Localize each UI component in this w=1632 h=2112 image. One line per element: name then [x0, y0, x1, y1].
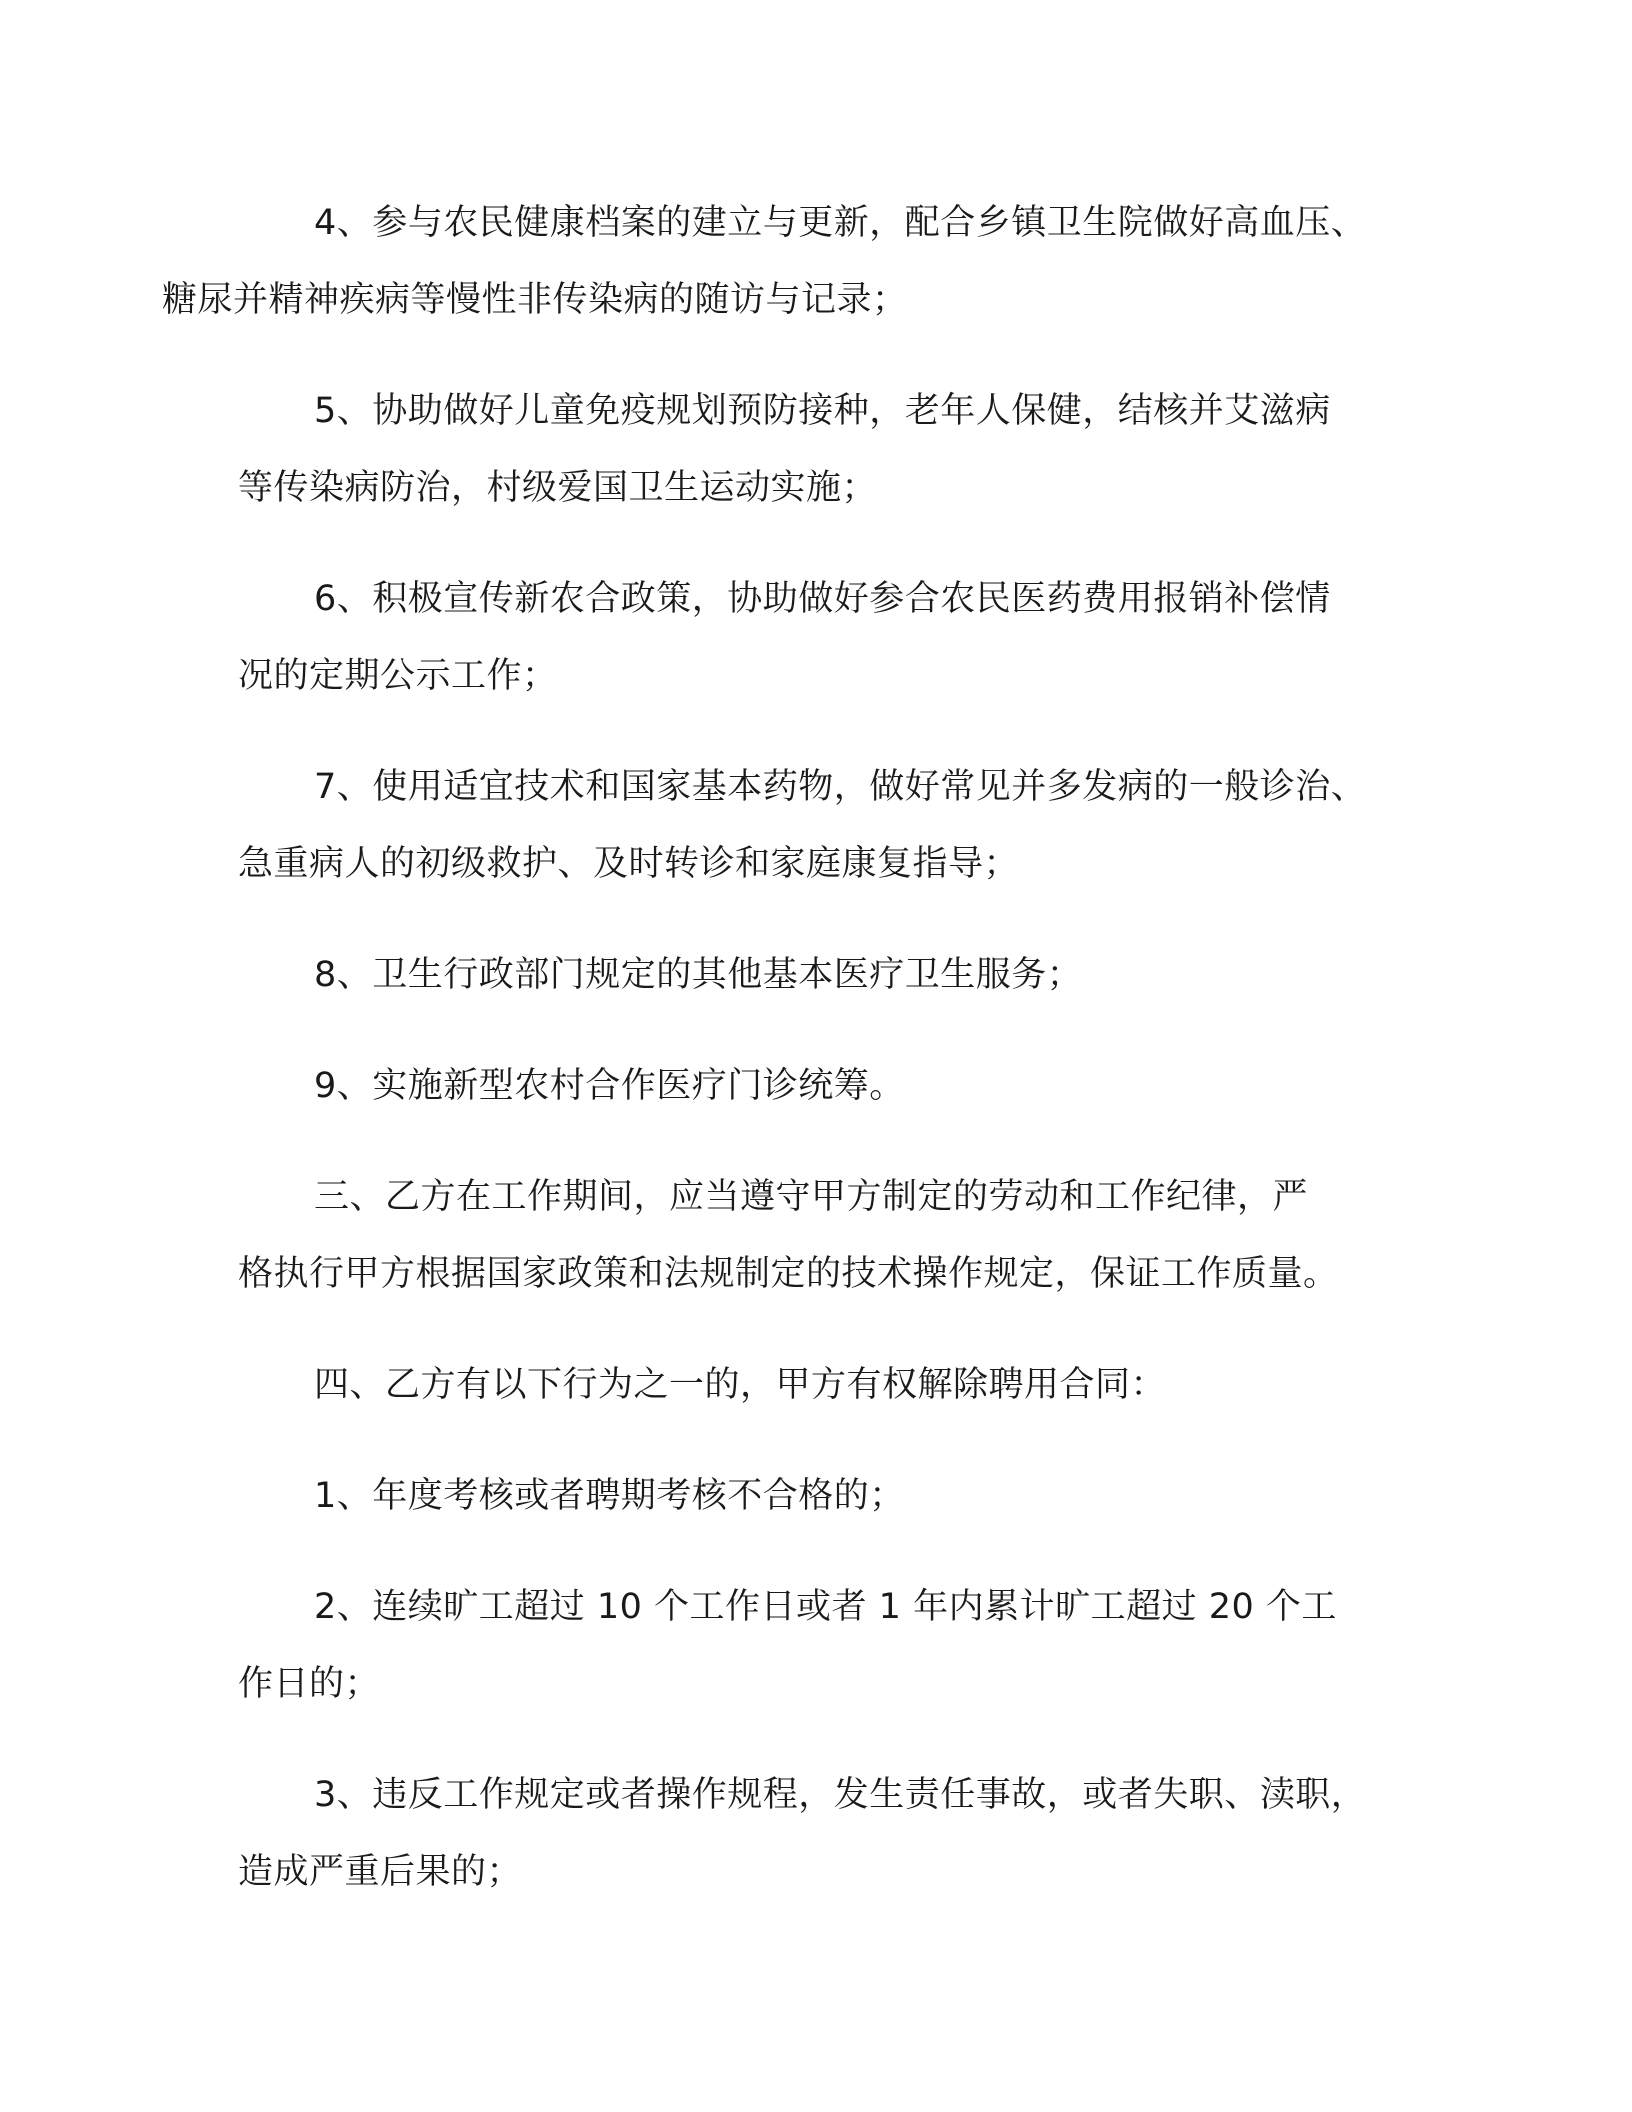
text-line: 1、年度考核或者聘期考核不合格的； — [314, 1476, 905, 1516]
text-line: 5、协助做好儿童免疫规划预防接种，老年人保健，结核并艾滋病 — [314, 391, 1331, 431]
paragraph-subitem-2 — [238, 1569, 1388, 1723]
paragraph-item-7 — [238, 749, 1388, 903]
paragraph-item-6 — [238, 561, 1388, 715]
text-line: 8、卫生行政部门规定的其他基本医疗卫生服务； — [314, 955, 1083, 995]
paragraph-clause-3 — [238, 1159, 1388, 1313]
text-line: 急重病人的初级救护、及时转诊和家庭康复指导； — [238, 844, 1020, 884]
text-line: 况的定期公示工作； — [238, 656, 558, 696]
document-body — [162, 185, 1388, 1945]
text-line: 7、使用适宜技术和国家基本药物，做好常见并多发病的一般诊治、 — [314, 767, 1367, 807]
text-line: 3、违反工作规定或者操作规程，发生责任事故，或者失职、渎职， — [314, 1775, 1367, 1815]
text-line: 2、连续旷工超过 10 个工作日或者 1 年内累计旷工超过 20 个工 — [314, 1587, 1337, 1627]
paragraph-item-4 — [162, 185, 1388, 339]
text-line: 四、乙方有以下行为之一的，甲方有权解除聘用合同： — [314, 1365, 1167, 1405]
text-line: 造成严重后果的； — [238, 1852, 523, 1892]
paragraph-item-9 — [238, 1048, 1388, 1125]
text-line: 4、参与农民健康档案的建立与更新，配合乡镇卫生院做好高血压、 — [314, 203, 1367, 243]
paragraph-subitem-1 — [238, 1458, 1388, 1535]
text-line: 等传染病防治，村级爱国卫生运动实施； — [238, 468, 878, 508]
paragraph-subitem-3 — [238, 1757, 1388, 1911]
paragraph-clause-4 — [238, 1347, 1388, 1424]
text-line: 作日的； — [238, 1664, 381, 1704]
text-line: 9、实施新型农村合作医疗门诊统筹。 — [314, 1066, 905, 1106]
text-line: 6、积极宣传新农合政策，协助做好参合农民医药费用报销补偿情 — [314, 579, 1331, 619]
paragraph-item-8 — [238, 937, 1388, 1014]
text-line: 糖尿并精神疾病等慢性非传染病的随访与记录； — [162, 280, 908, 320]
text-line: 三、乙方在工作期间，应当遵守甲方制定的劳动和工作纪律，严 — [314, 1177, 1309, 1217]
text-line: 格执行甲方根据国家政策和法规制定的技术操作规定，保证工作质量。 — [238, 1254, 1339, 1294]
paragraph-item-5 — [238, 373, 1388, 527]
